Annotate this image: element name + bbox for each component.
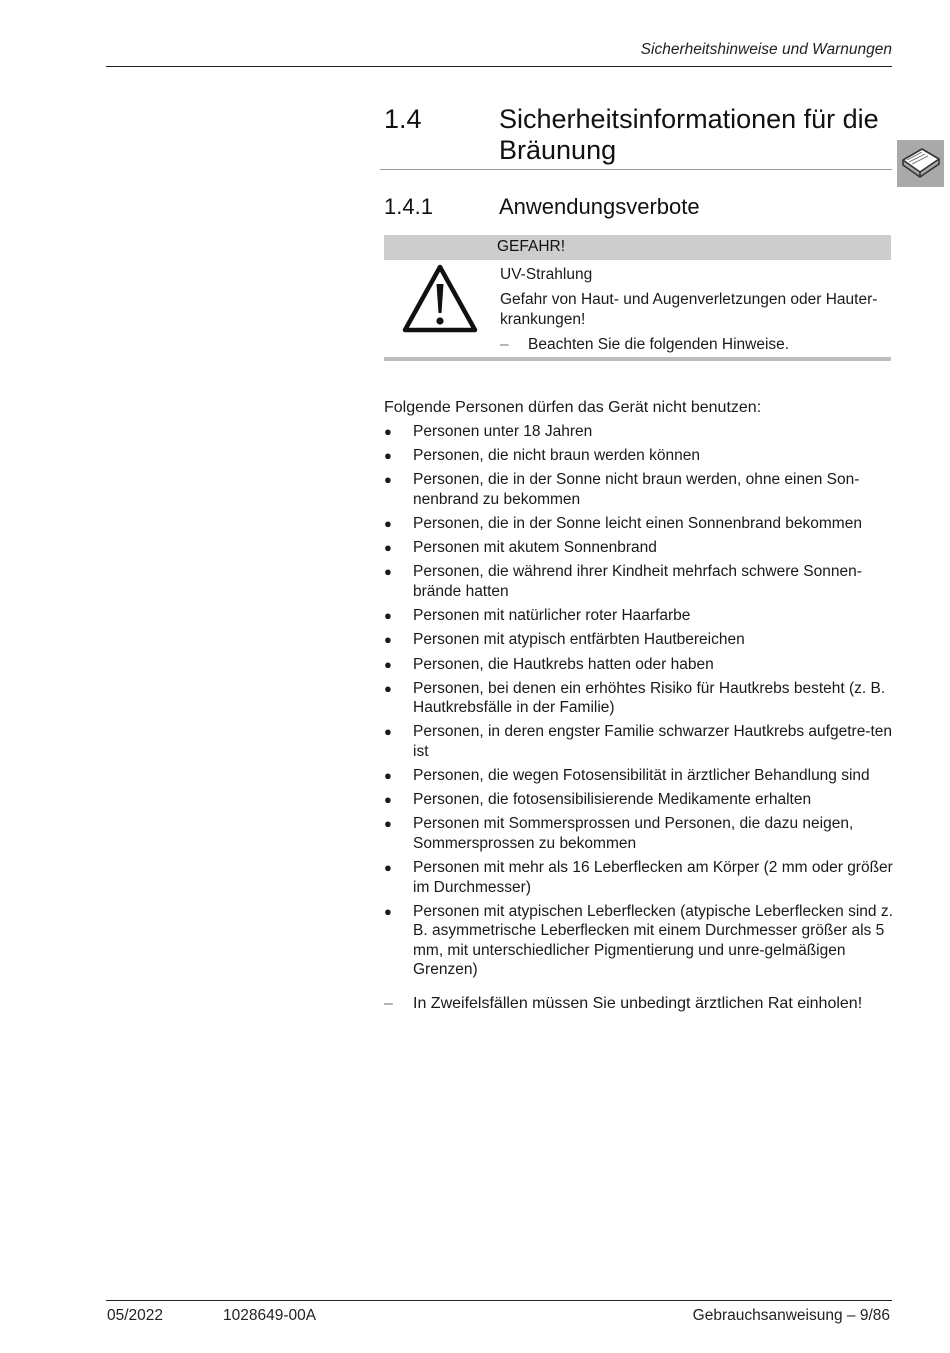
subsection-number: 1.4.1 (384, 194, 433, 219)
bullet-icon: ● (384, 792, 392, 808)
list-item-text: Personen mit akutem Sonnenbrand (413, 539, 657, 557)
danger-action (500, 335, 892, 355)
list-item (384, 722, 894, 761)
bullet-icon: ● (384, 903, 392, 919)
warning-triangle-icon (402, 264, 478, 334)
danger-consequence: Gefahr von Haut- und Augenverletzungen oder Hauter-krankungen! (500, 291, 878, 328)
bullet-icon: ● (384, 472, 392, 488)
section-number: 1.4 (384, 104, 422, 134)
section-rule (380, 169, 892, 170)
bullet-icon: ● (384, 724, 392, 740)
list-item-text: Personen mit atypischen Leberflecken (atypische Leberflecken sind z. B. asymmetrische Leberflecken mit einem Durchmesser größer als 5 mm, mit unterschiedlicher Pigmentierung und unre-gelmäßigen Grenzen) (413, 902, 893, 979)
list-item (384, 814, 894, 853)
prohibited-persons-list (384, 422, 894, 985)
list-item (384, 630, 894, 650)
bullet-icon: ● (384, 564, 392, 580)
list-item (384, 562, 894, 601)
list-item-text: Personen, die Hautkrebs hatten oder haben (413, 655, 714, 673)
subsection-title: Anwendungsverbote (499, 194, 700, 219)
footer-doc-number: 1028649-00A (223, 1307, 317, 1324)
list-item-text: Personen mit natürlicher roter Haarfarbe (413, 607, 691, 625)
danger-bottom-rule (384, 357, 891, 361)
list-item (384, 470, 894, 509)
chapter-side-tab (897, 140, 944, 187)
intro-text: Folgende Personen dürfen das Gerät nicht benutzen: (384, 399, 762, 416)
footer-date: 05/2022 (107, 1307, 164, 1324)
list-item-text: Personen mit mehr als 16 Leberflecken am Körper (2 mm oder größer im Durchmesser) (413, 859, 893, 896)
page-header-title: Sicherheitshinweise und Warnungen (640, 41, 892, 58)
danger-hazard: UV-Strahlung (500, 266, 593, 283)
final-dash: – (384, 995, 393, 1012)
bullet-icon: ● (384, 656, 392, 672)
danger-body (500, 265, 892, 355)
list-item-text: Personen, die wegen Fotosensibilität in ärztlicher Behandlung sind (413, 767, 870, 785)
danger-label-bar (384, 235, 891, 260)
list-item (384, 858, 894, 897)
bullet-icon: ● (384, 680, 392, 696)
list-item (384, 655, 894, 675)
bullet-icon: ● (384, 816, 392, 832)
list-item (384, 514, 894, 534)
list-item (384, 606, 894, 626)
list-item-text: Personen unter 18 Jahren (413, 423, 593, 440)
footer-rule (106, 1300, 892, 1301)
list-item (384, 766, 894, 786)
bullet-icon: ● (384, 516, 392, 532)
danger-label: GEFAHR! (497, 238, 566, 255)
list-item-text: Personen mit Sommersprossen und Personen, die dazu neigen, Sommersprossen zu bekommen (413, 815, 854, 852)
final-note (384, 995, 894, 1013)
list-item (384, 446, 894, 466)
list-item (384, 902, 894, 980)
list-item-text: Personen, die fotosensibilisierende Medikamente erhalten (413, 791, 812, 809)
bullet-icon: ● (384, 540, 392, 556)
list-item (384, 790, 894, 810)
list-item-text: Personen, die in der Sonne nicht braun werden, ohne einen Son-nenbrand zu bekommen (413, 471, 860, 508)
final-note-text: In Zweifelsfällen müssen Sie unbedingt ärztlichen Rat einholen! (413, 995, 863, 1012)
action-text: Beachten Sie die folgenden Hinweise. (528, 336, 790, 353)
list-item-text: Personen, die während ihrer Kindheit mehrfach schwere Sonnen-brände hatten (413, 563, 862, 600)
action-dash: – (500, 336, 509, 353)
list-item-text: Personen, in deren engster Familie schwarzer Hautkrebs aufgetre-ten ist (413, 723, 893, 760)
bullet-icon: ● (384, 632, 392, 648)
bullet-icon: ● (384, 860, 392, 876)
bullet-icon: ● (384, 448, 392, 464)
bullet-icon: ● (384, 608, 392, 624)
list-item-text: Personen, bei denen ein erhöhtes Risiko für Hautkrebs besteht (z. B. Hautkrebsfälle in der Familie) (413, 679, 886, 717)
list-item (384, 679, 894, 718)
list-item-text: Personen, die nicht braun werden können (413, 447, 700, 465)
book-icon (900, 146, 942, 180)
bullet-icon: ● (384, 424, 392, 439)
bullet-icon: ● (384, 768, 392, 784)
list-item (384, 422, 894, 442)
list-item (384, 538, 894, 558)
list-item-text: Personen mit atypisch entfärbten Hautbereichen (413, 631, 745, 649)
section-title: Sicherheitsinformationen für die Bräunung (499, 104, 879, 165)
list-item-text: Personen, die in der Sonne leicht einen Sonnenbrand bekommen (413, 515, 862, 533)
footer-page: Gebrauchsanweisung – 9/86 (692, 1307, 890, 1324)
header-rule (106, 66, 892, 67)
